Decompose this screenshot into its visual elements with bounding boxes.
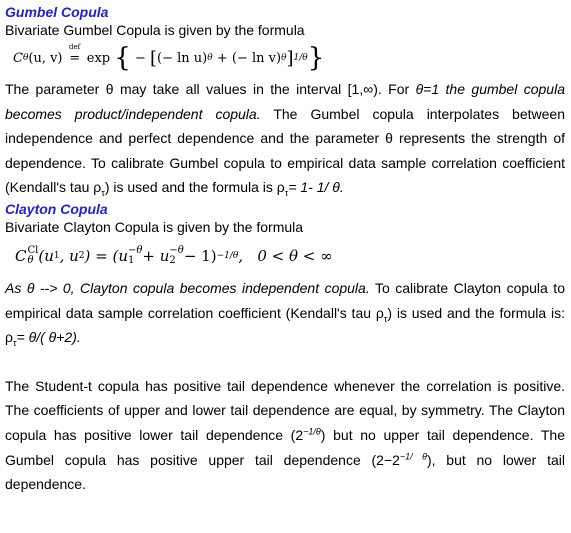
clayton-text-2: To calibrate Clayton copula to empirical data sample correlation coefficient (Kendall's tau ρ	[5, 279, 565, 321]
gumbel-text-1: The parameter θ may take all values in the interval [1,∞). For	[5, 81, 416, 97]
paragraph-gap	[5, 350, 565, 374]
gumbel-formula-exp: exp	[86, 50, 111, 66]
gumbel-formula-term1: (− ln u)	[157, 50, 208, 66]
clayton-formula-condition: , 0 < θ < ∞	[238, 246, 333, 265]
gumbel-formula-lhs: C	[13, 50, 23, 66]
gumbel-text-2: The Gumbel copula interpolates between independence and perfect dependence and the parameter θ represents the strength of dependence. To calibrate Gumbel copula to empirical data sample correlation coefficient (Kendall's tau ρ	[5, 105, 565, 196]
clayton-tau-sub-1: τ	[383, 313, 388, 324]
gumbel-formula-lhs-sub: θ	[22, 53, 29, 63]
clayton-formula-tail: − 1)	[183, 246, 217, 265]
gumbel-text-italic-1: θ=1 the gumbel copula becomes product/independent copula.	[5, 81, 565, 122]
gumbel-formula-open-bracket: [	[150, 47, 158, 69]
summary-sup-2: −1/ θ	[399, 450, 427, 461]
gumbel-formula-minus: −	[134, 50, 146, 66]
summary-sup-1: −1/θ	[303, 426, 321, 437]
gumbel-formula-eq: =	[69, 50, 81, 66]
gumbel-text-italic-2: = 1- 1/ θ.	[288, 179, 344, 196]
gumbel-formula-pow1: θ	[207, 53, 213, 63]
gumbel-intro: Bivariate Gumbel Copula is given by the formula	[5, 22, 305, 38]
clayton-formula-lhs: C	[15, 246, 27, 265]
clayton-formula-b1-sub: 1	[128, 254, 135, 266]
clayton-formula-tail-sup: −1/θ	[216, 250, 239, 261]
clayton-heading: Clayton Copula	[5, 200, 108, 217]
gumbel-description	[5, 77, 565, 200]
gumbel-formula-def-mark: def	[69, 42, 81, 51]
clayton-formula-args: (u	[38, 246, 54, 265]
clayton-formula: C Cl θ (u 1 , u 2 ) = (u −θ 1 + u −θ 2 − 1) −1/θ , 0 < θ < ∞	[15, 244, 333, 266]
tail-dependence-summary	[5, 374, 565, 497]
gumbel-text-3: ) is used and the formula is ρ	[104, 179, 285, 196]
gumbel-heading: Gumbel Copula	[5, 4, 109, 20]
summary-text-3: ), but no lower tail dependence.	[5, 451, 565, 493]
clayton-formula-comma: , u	[59, 246, 79, 265]
gumbel-formula-close-bracket: ]	[286, 47, 294, 69]
gumbel-formula-outer-pow: 1/θ	[293, 53, 308, 63]
clayton-tau-sub-2: τ	[12, 337, 17, 348]
gumbel-formula	[5, 39, 565, 77]
gumbel-formula-pow2: θ	[281, 53, 287, 63]
clayton-formula-lhs-sub: θ	[27, 254, 34, 266]
gumbel-formula-close-brace: }	[307, 43, 325, 73]
clayton-formula-b1-sup: −θ	[128, 244, 143, 256]
gumbel-tau-sub-1: τ	[101, 188, 105, 199]
clayton-text-italic-1: As θ --> 0, Clayton copula becomes independent copula.	[5, 279, 370, 296]
summary-text-2: ) but no upper tail dependence. The Gumbel copula has positive upper tail dependence (2−2	[5, 426, 565, 468]
clayton-formula-b2-sub: 2	[169, 254, 176, 266]
gumbel-formula-defeq	[67, 42, 83, 66]
clayton-intro: Bivariate Clayton Copula is given by the formula	[5, 218, 304, 235]
clayton-text-3: ) is used and the formula is: ρ	[5, 304, 565, 346]
gumbel-formula-open-brace: {	[114, 43, 131, 73]
clayton-formula-b2-sup: −θ	[169, 244, 184, 256]
summary-text-1: The Student-t copula has positive tail dependence whenever the correlation is positive. The coefficients of upper and lower tail dependence are equal, by symmetry. The Clayton copula has positive lower tail dependence (2	[5, 377, 565, 443]
clayton-text-italic-2: = θ/( θ+2).	[16, 329, 81, 346]
gumbel-formula-args: (u, v)	[28, 50, 63, 66]
gumbel-tau-sub-2: τ	[284, 188, 289, 199]
gumbel-formula-term2: (− ln v)	[231, 50, 282, 66]
clayton-description	[5, 276, 565, 350]
clayton-formula-mid: ) = (u	[84, 246, 129, 265]
clayton-formula-plus: + u	[142, 246, 170, 265]
clayton-formula-lhs-sup: Cl	[27, 244, 39, 256]
gumbel-formula-plus: +	[216, 50, 228, 66]
